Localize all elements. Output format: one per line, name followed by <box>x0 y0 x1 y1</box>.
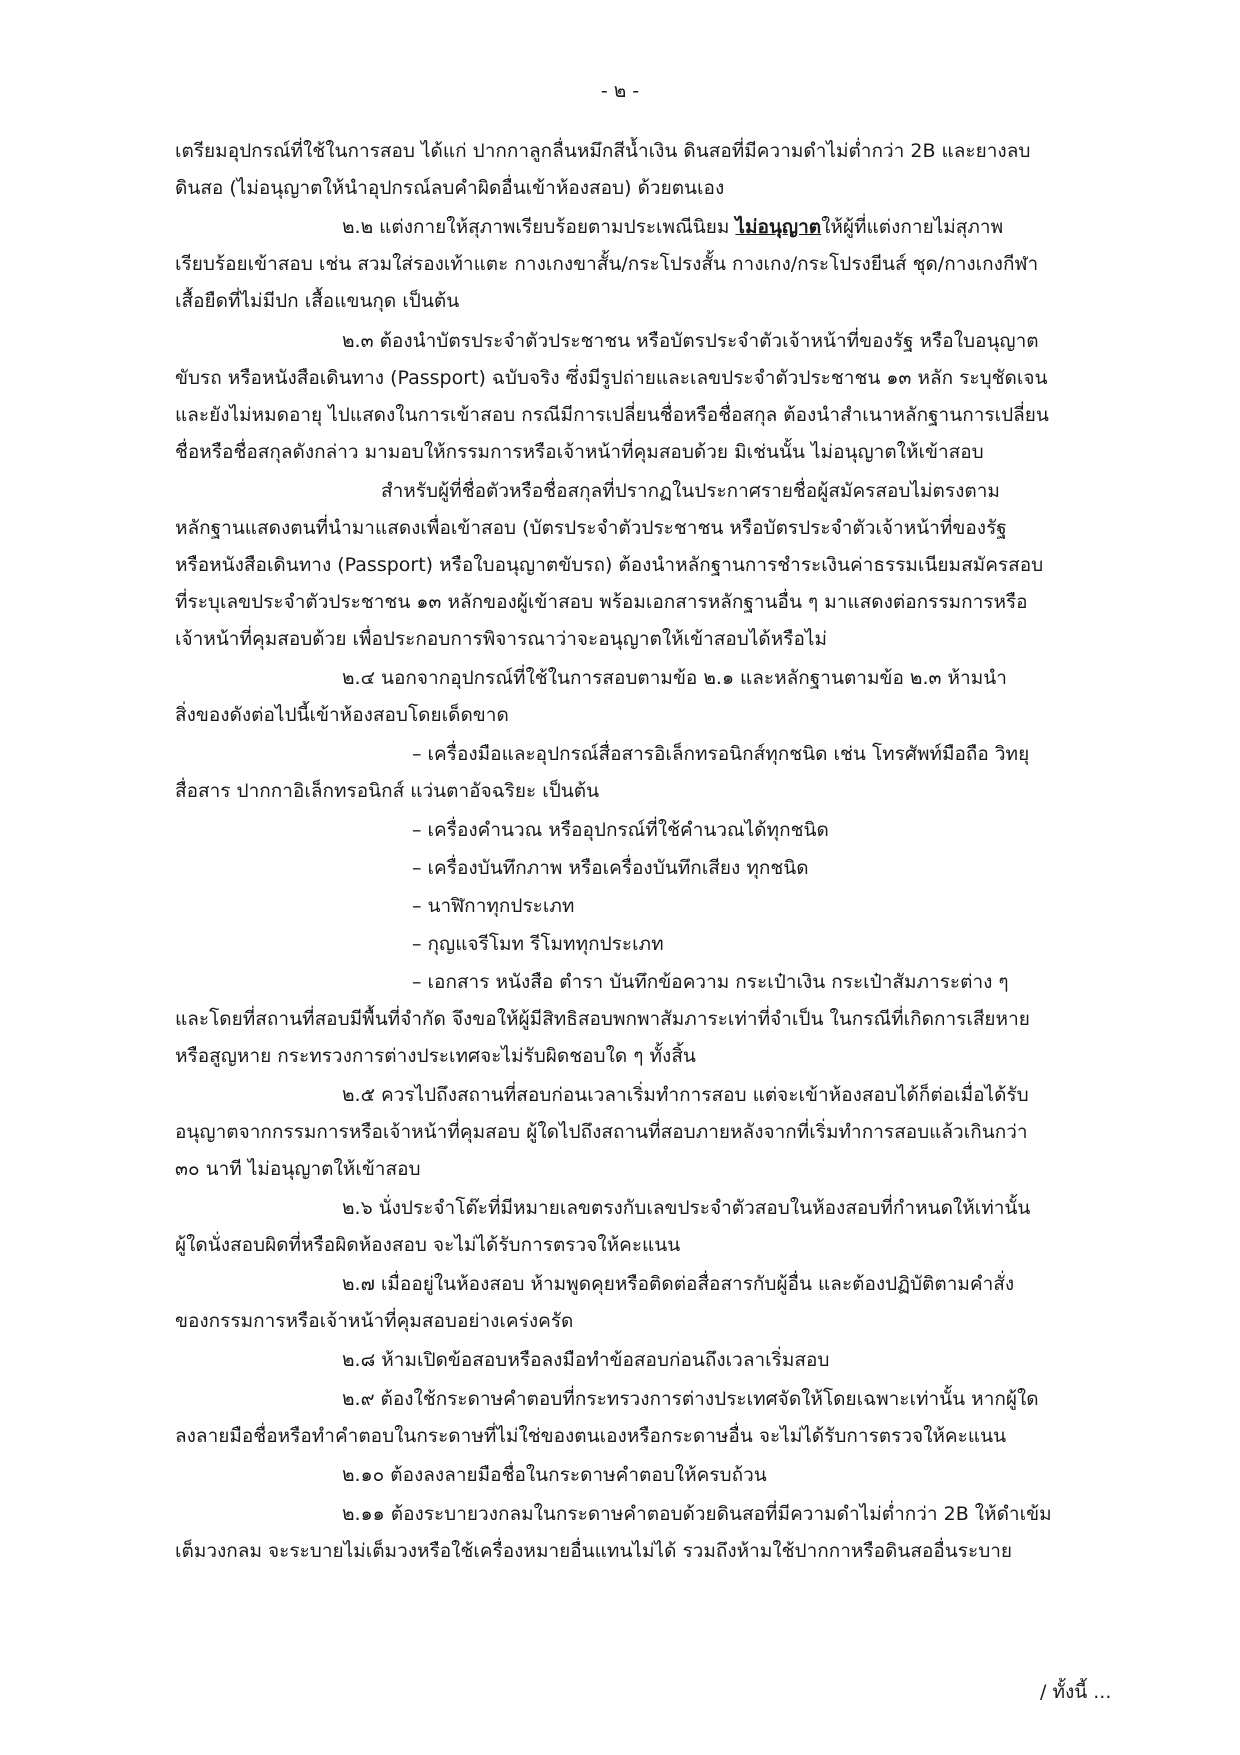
bullet-item: – เครื่องมือและอุปกรณ์สื่อสารอิเล็กทรอนิกส์ทุกชนิด เช่น โทรศัพท์มือถือ วิทยุ <box>412 743 1030 765</box>
text-line: อนุญาตจากกรรมการหรือเจ้าหน้าที่คุมสอบ ผู้ใดไปถึงสถานที่สอบภายหลังจากที่เริ่มทำการสอบแล้วเกินกว่า <box>175 1121 1028 1143</box>
text-line: เตรียมอุปกรณ์ที่ใช้ในการสอบ ได้แก่ ปากกาลูกลื่นหมึกสีน้ำเงิน ดินสอที่มีความดำไม่ต่ำกว่า 2B และยางลบ <box>175 140 1031 162</box>
text-line: เสื้อยืดที่ไม่มีปก เสื้อแขนกุด เป็นต้น <box>175 290 460 312</box>
text-line: เต็มวงกลม จะระบายไม่เต็มวงหรือใช้เครื่องหมายอื่นแทนไม่ได้ รวมถึงห้ามใช้ปากกาหรือดินสออื่นระบาย <box>175 1540 1013 1562</box>
text-line: ๒.๘ ห้ามเปิดข้อสอบหรือลงมือทำข้อสอบก่อนถึงเวลาเริ่มสอบ <box>342 1349 830 1371</box>
bullet-item: – เครื่องคำนวณ หรืออุปกรณ์ที่ใช้คำนวณได้ทุกชนิด <box>412 819 829 841</box>
text-segment: ๒.๒ แต่งกายให้สุภาพเรียบร้อยตามประเพณีนิยม <box>342 216 730 238</box>
text-line: สำหรับผู้ที่ชื่อตัวหรือชื่อสกุลที่ปรากฏในประกาศรายชื่อผู้สมัครสอบไม่ตรงตาม <box>381 480 1000 502</box>
text-line: ๒.๕ ควรไปถึงสถานที่สอบก่อนเวลาเริ่มทำการสอบ แต่จะเข้าห้องสอบได้ก็ต่อเมื่อได้รับ <box>342 1084 1029 1106</box>
bullet-item: – เครื่องบันทึกภาพ หรือเครื่องบันทึกเสียง ทุกชนิด <box>412 857 809 879</box>
text-line: หลักฐานแสดงตนที่นำมาแสดงเพื่อเข้าสอบ (บัตรประจำตัวประชาชน หรือบัตรประจำตัวเจ้าหน้าที่ของรัฐ <box>175 517 1007 539</box>
bullet-item: – กุญแจรีโมท รีโมททุกประเภท <box>412 933 664 955</box>
text-segment: ให้ผู้ที่แต่งกายไม่สุภาพ <box>821 216 1004 238</box>
text-line: และโดยที่สถานที่สอบมีพื้นที่จำกัด จึงขอให้ผู้มีสิทธิสอบพกพาสัมภาระเท่าที่จำเป็น ในกรณีที่เกิดการเสียหาย <box>175 1008 1030 1030</box>
text-line: และยังไม่หมดอายุ ไปแสดงในการเข้าสอบ กรณีมีการเปลี่ยนชื่อหรือชื่อสกุล ต้องนำสำเนาหลักฐานการเปลี่ยน <box>175 404 1049 426</box>
text-line: เรียบร้อยเข้าสอบ เช่น สวมใส่รองเท้าแตะ กางเกงขาสั้น/กระโปรงสั้น กางเกง/กระโปรงยีนส์ ชุด/กางเกงกีฬา <box>175 253 1039 275</box>
text-line: ที่ระบุเลขประจำตัวประชาชน ๑๓ หลักของผู้เข้าสอบ พร้อมเอกสารหลักฐานอื่น ๆ มาแสดงต่อกรรมการหรือ <box>175 591 1028 613</box>
text-line: ๓๐ นาที ไม่อนุญาตให้เข้าสอบ <box>175 1158 421 1180</box>
text-line: หรือหนังสือเดินทาง (Passport) หรือใบอนุญาตขับรถ) ต้องนำหลักฐานการชำระเงินค่าธรรมเนียมสมัครสอบ <box>175 554 1044 576</box>
text-line: ขับรถ หรือหนังสือเดินทาง (Passport) ฉบับจริง ซึ่งมีรูปถ่ายและเลขประจำตัวประชาชน ๑๓ หลัก ระบุชัดเจน <box>175 367 1048 389</box>
text-line: ๒.๑๐ ต้องลงลายมือชื่อในกระดาษคำตอบให้ครบถ้วน <box>342 1464 767 1486</box>
text-line: เจ้าหน้าที่คุมสอบด้วย เพื่อประกอบการพิจารณาว่าจะอนุญาตให้เข้าสอบได้หรือไม่ <box>175 628 827 650</box>
underlined-emphasis: ไม่อนุญาต <box>735 216 822 238</box>
text-line: ๒.๗ เมื่ออยู่ในห้องสอบ ห้ามพูดคุยหรือติดต่อสื่อสารกับผู้อื่น และต้องปฏิบัติตามคำสั่ง <box>342 1273 1015 1295</box>
text-line: ๒.๑๑ ต้องระบายวงกลมในกระดาษคำตอบด้วยดินสอที่มีความดำไม่ต่ำกว่า 2B ให้ดำเข้ม <box>342 1503 1052 1525</box>
text-line: ๒.๖ นั่งประจำโต๊ะที่มีหมายเลขตรงกับเลขประจำตัวสอบในห้องสอบที่กำหนดให้เท่านั้น <box>342 1197 1031 1219</box>
bullet-item: – เอกสาร หนังสือ ตำรา บันทึกข้อความ กระเป๋าเงิน กระเป๋าสัมภาระต่าง ๆ <box>412 971 1009 993</box>
text-line: สื่อสาร ปากกาอิเล็กทรอนิกส์ แว่นตาอัจฉริยะ เป็นต้น <box>175 780 600 802</box>
text-line: หรือสูญหาย กระทรวงการต่างประเทศจะไม่รับผิดชอบใด ๆ ทั้งสิ้น <box>175 1045 696 1067</box>
text-line: ดินสอ (ไม่อนุญาตให้นำอุปกรณ์ลบคำผิดอื่นเข้าห้องสอบ) ด้วยตนเอง <box>175 177 725 199</box>
bullet-item: – นาฬิกาทุกประเภท <box>412 895 575 917</box>
text-line: ๒.๔ นอกจากอุปกรณ์ที่ใช้ในการสอบตามข้อ ๒.๑ และหลักฐานตามข้อ ๒.๓ ห้ามนำ <box>342 667 1007 689</box>
text-line: ของกรรมการหรือเจ้าหน้าที่คุมสอบอย่างเคร่งครัด <box>175 1310 574 1332</box>
text-line: ลงลายมือชื่อหรือทำคำตอบในกระดาษที่ไม่ใช่ของตนเองหรือกระดาษอื่น จะไม่ได้รับการตรวจให้คะแนน <box>175 1425 1007 1447</box>
text-line: ๒.๙ ต้องใช้กระดาษคำตอบที่กระทรวงการต่างประเทศจัดให้โดยเฉพาะเท่านั้น หากผู้ใด <box>342 1388 1039 1410</box>
text-line: ชื่อหรือชื่อสกุลดังกล่าว มามอบให้กรรมการหรือเจ้าหน้าที่คุมสอบด้วย มิเช่นนั้น ไม่อนุญาตให้เข้าสอบ <box>175 441 984 463</box>
text-line: ๒.๓ ต้องนำบัตรประจำตัวประชาชน หรือบัตรประจำตัวเจ้าหน้าที่ของรัฐ หรือใบอนุญาต <box>342 330 1039 352</box>
page-number: - ๒ - <box>600 80 640 102</box>
text-line: ผู้ใดนั่งสอบผิดที่หรือผิดห้องสอบ จะไม่ได้รับการตรวจให้คะแนน <box>175 1234 681 1256</box>
text-line <box>342 216 1003 239</box>
continuation-footer: / ทั้งนี้ ... <box>1040 1681 1112 1703</box>
text-line: สิ่งของดังต่อไปนี้เข้าห้องสอบโดยเด็ดขาด <box>175 704 509 726</box>
